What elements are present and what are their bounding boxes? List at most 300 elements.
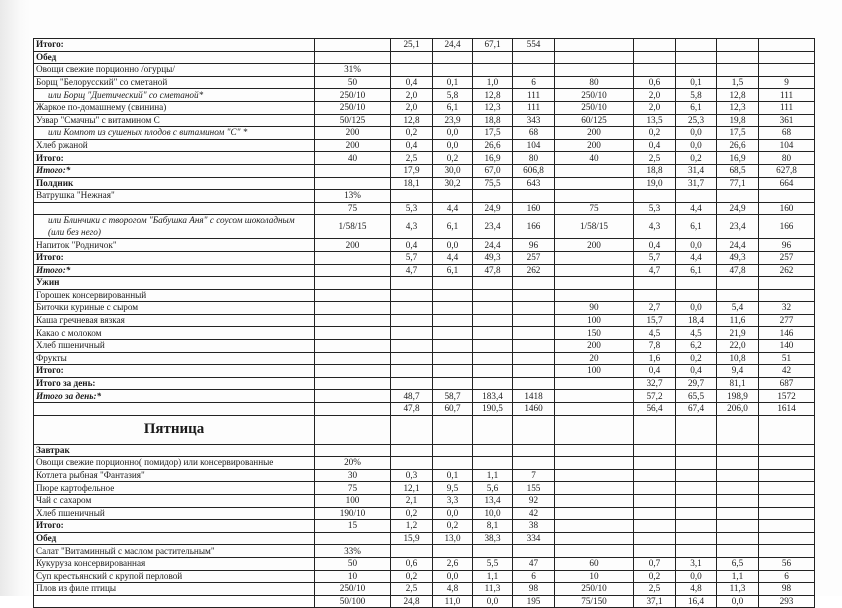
value-cell xyxy=(513,545,555,558)
value-cell: 68,5 xyxy=(717,164,759,177)
value-cell xyxy=(634,482,676,495)
value-cell: 13% xyxy=(315,190,391,203)
value-cell: 37,1 xyxy=(634,595,676,608)
value-cell xyxy=(433,51,473,64)
value-cell: 56,4 xyxy=(634,403,676,416)
value-cell: 80 xyxy=(759,152,815,165)
dish-name-cell: Обед xyxy=(34,51,315,64)
value-cell xyxy=(513,457,555,470)
value-cell: 8,1 xyxy=(473,520,513,533)
dish-name-cell: Горошек консервированный xyxy=(34,289,315,302)
value-cell: 257 xyxy=(513,251,555,264)
value-cell xyxy=(315,39,391,52)
value-cell xyxy=(676,64,717,77)
value-cell: 1572 xyxy=(759,390,815,403)
value-cell: 57,2 xyxy=(634,390,676,403)
value-cell: 111 xyxy=(513,101,555,114)
value-cell xyxy=(717,415,759,444)
value-cell xyxy=(634,469,676,482)
value-cell: 24,9 xyxy=(717,202,759,215)
value-cell: 33% xyxy=(315,545,391,558)
value-cell xyxy=(391,314,433,327)
value-cell xyxy=(391,51,433,64)
value-cell: 250/10 xyxy=(315,101,391,114)
value-cell: 24,4 xyxy=(473,239,513,252)
value-cell: 0,2 xyxy=(391,507,433,520)
value-cell xyxy=(513,327,555,340)
value-cell: 23,9 xyxy=(433,114,473,127)
value-cell xyxy=(634,444,676,457)
value-cell xyxy=(717,532,759,545)
value-cell: 4,5 xyxy=(676,327,717,340)
dish-name-cell: Пятница xyxy=(34,415,315,444)
value-cell: 4,4 xyxy=(433,251,473,264)
value-cell: 60 xyxy=(555,557,634,570)
value-cell: 90 xyxy=(555,302,634,315)
dish-name-cell: Каша гречневая вязкая xyxy=(34,314,315,327)
value-cell xyxy=(315,51,391,64)
value-cell: 47,8 xyxy=(391,403,433,416)
value-cell: 12,8 xyxy=(391,114,433,127)
table-row xyxy=(34,557,815,570)
value-cell: 65,5 xyxy=(676,390,717,403)
value-cell xyxy=(513,352,555,365)
value-cell: 67,4 xyxy=(676,403,717,416)
dish-name-cell: Чай с сахаром xyxy=(34,495,315,508)
dish-name-cell: или Блинчики с творогом "Бабушка Аня" с соусом шоколадным (или без него) xyxy=(34,215,315,239)
value-cell xyxy=(473,377,513,390)
value-cell: 0,1 xyxy=(676,76,717,89)
value-cell: 5,5 xyxy=(473,557,513,570)
dish-name-cell: Жаркое по-домашнему (свинина) xyxy=(34,101,315,114)
table-row xyxy=(34,164,815,177)
value-cell: 17,5 xyxy=(473,127,513,140)
value-cell: 200 xyxy=(555,127,634,140)
value-cell: 200 xyxy=(555,139,634,152)
dish-name-cell: Овощи свежие порционно( помидор) или консервированные xyxy=(34,457,315,470)
value-cell: 12,3 xyxy=(473,101,513,114)
value-cell xyxy=(391,302,433,315)
value-cell: 0,2 xyxy=(634,127,676,140)
value-cell: 7,8 xyxy=(634,340,676,353)
dish-name-cell: Суп крестьянский с крупой перловой xyxy=(34,570,315,583)
value-cell: 166 xyxy=(513,215,555,239)
value-cell: 262 xyxy=(759,264,815,277)
value-cell xyxy=(676,190,717,203)
value-cell xyxy=(433,64,473,77)
value-cell: 47 xyxy=(513,557,555,570)
value-cell: 0,0 xyxy=(717,595,759,608)
dish-name-cell: Напиток "Родничок" xyxy=(34,239,315,252)
value-cell xyxy=(717,39,759,52)
value-cell: 687 xyxy=(759,377,815,390)
value-cell: 343 xyxy=(513,114,555,127)
value-cell xyxy=(634,277,676,290)
dish-name-cell: Хлеб пшеничный xyxy=(34,507,315,520)
value-cell: 42 xyxy=(759,365,815,378)
value-cell: 10,0 xyxy=(473,507,513,520)
value-cell: 20% xyxy=(315,457,391,470)
value-cell: 166 xyxy=(759,215,815,239)
value-cell xyxy=(433,327,473,340)
value-cell: 67,0 xyxy=(473,164,513,177)
value-cell: 12,1 xyxy=(391,482,433,495)
table-row xyxy=(34,403,815,416)
value-cell: 293 xyxy=(759,595,815,608)
value-cell: 2,0 xyxy=(391,89,433,102)
table-row xyxy=(34,127,815,140)
value-cell: 18,1 xyxy=(391,177,433,190)
dish-name-cell: Салат "Витаминный с маслом растительным" xyxy=(34,545,315,558)
value-cell: 104 xyxy=(759,139,815,152)
value-cell: 250/10 xyxy=(315,583,391,596)
value-cell: 30 xyxy=(315,469,391,482)
value-cell xyxy=(433,377,473,390)
value-cell xyxy=(433,444,473,457)
value-cell: 5,7 xyxy=(391,251,433,264)
dish-name-cell: Борщ "Белорусский" со сметаной xyxy=(34,76,315,89)
value-cell: 1460 xyxy=(513,403,555,416)
table-row xyxy=(34,64,815,77)
value-cell xyxy=(513,340,555,353)
value-cell: 111 xyxy=(759,89,815,102)
value-cell: 98 xyxy=(513,583,555,596)
value-cell xyxy=(433,457,473,470)
value-cell xyxy=(717,495,759,508)
dish-name-cell: Хлеб ржаной xyxy=(34,139,315,152)
value-cell xyxy=(315,390,391,403)
dish-name-cell xyxy=(34,403,315,416)
value-cell: 6,1 xyxy=(433,264,473,277)
value-cell: 11,0 xyxy=(433,595,473,608)
table-row xyxy=(34,264,815,277)
value-cell xyxy=(634,507,676,520)
value-cell xyxy=(555,164,634,177)
value-cell xyxy=(759,64,815,77)
value-cell xyxy=(717,51,759,64)
value-cell xyxy=(473,302,513,315)
value-cell: 75 xyxy=(315,482,391,495)
value-cell xyxy=(717,190,759,203)
value-cell: 1,5 xyxy=(717,76,759,89)
value-cell xyxy=(759,469,815,482)
value-cell xyxy=(634,457,676,470)
value-cell xyxy=(391,377,433,390)
value-cell: 200 xyxy=(315,139,391,152)
value-cell xyxy=(315,352,391,365)
value-cell: 146 xyxy=(759,327,815,340)
table-row xyxy=(34,202,815,215)
value-cell xyxy=(433,352,473,365)
value-cell xyxy=(315,415,391,444)
value-cell xyxy=(555,444,634,457)
value-cell: 160 xyxy=(513,202,555,215)
value-cell: 13,4 xyxy=(473,495,513,508)
value-cell: 0,0 xyxy=(433,139,473,152)
value-cell: 200 xyxy=(555,239,634,252)
value-cell: 18,8 xyxy=(473,114,513,127)
value-cell: 31% xyxy=(315,64,391,77)
table-row xyxy=(34,595,815,608)
value-cell xyxy=(315,365,391,378)
value-cell: 25,1 xyxy=(391,39,433,52)
value-cell: 0,2 xyxy=(676,352,717,365)
value-cell: 200 xyxy=(555,340,634,353)
value-cell xyxy=(473,545,513,558)
value-cell: 2,5 xyxy=(391,583,433,596)
value-cell: 32 xyxy=(759,302,815,315)
value-cell: 4,8 xyxy=(676,583,717,596)
value-cell: 16,4 xyxy=(676,595,717,608)
dish-name-cell: Овощи свежие порционно /огурцы/ xyxy=(34,64,315,77)
value-cell xyxy=(391,457,433,470)
value-cell xyxy=(555,415,634,444)
value-cell xyxy=(634,289,676,302)
value-cell: 38,3 xyxy=(473,532,513,545)
dish-name-cell: или Компот из сушеных плодов с витамином "С" * xyxy=(34,127,315,140)
value-cell: 9 xyxy=(759,76,815,89)
value-cell: 100 xyxy=(555,314,634,327)
value-cell: 80 xyxy=(555,76,634,89)
value-cell xyxy=(676,277,717,290)
value-cell: 47,8 xyxy=(473,264,513,277)
value-cell xyxy=(473,51,513,64)
value-cell: 1,2 xyxy=(391,520,433,533)
value-cell xyxy=(315,403,391,416)
value-cell xyxy=(315,277,391,290)
value-cell: 15 xyxy=(315,520,391,533)
value-cell xyxy=(473,277,513,290)
value-cell xyxy=(634,545,676,558)
value-cell: 31,7 xyxy=(676,177,717,190)
table-row xyxy=(34,583,815,596)
table-row xyxy=(34,340,815,353)
value-cell: 24,9 xyxy=(473,202,513,215)
value-cell: 50 xyxy=(315,76,391,89)
value-cell: 111 xyxy=(759,101,815,114)
value-cell xyxy=(555,403,634,416)
value-cell xyxy=(433,365,473,378)
value-cell: 0,0 xyxy=(676,302,717,315)
value-cell xyxy=(513,51,555,64)
value-cell xyxy=(513,314,555,327)
value-cell: 2,0 xyxy=(391,101,433,114)
value-cell: 0,0 xyxy=(433,570,473,583)
value-cell xyxy=(555,482,634,495)
value-cell: 2,5 xyxy=(634,583,676,596)
value-cell: 23,4 xyxy=(717,215,759,239)
value-cell: 0,4 xyxy=(676,365,717,378)
value-cell: 17,9 xyxy=(391,164,433,177)
value-cell: 80 xyxy=(513,152,555,165)
dish-name-cell xyxy=(34,595,315,608)
value-cell: 81,1 xyxy=(717,377,759,390)
value-cell: 1418 xyxy=(513,390,555,403)
value-cell: 6,1 xyxy=(433,215,473,239)
value-cell: 0,0 xyxy=(676,570,717,583)
dish-name-cell: Итого: xyxy=(34,520,315,533)
value-cell xyxy=(433,302,473,315)
value-cell xyxy=(391,415,433,444)
table-row xyxy=(34,532,815,545)
value-cell: 0,0 xyxy=(433,507,473,520)
value-cell: 100 xyxy=(555,365,634,378)
value-cell: 361 xyxy=(759,114,815,127)
dish-name-cell: Итого:* xyxy=(34,264,315,277)
value-cell xyxy=(634,532,676,545)
value-cell xyxy=(759,289,815,302)
value-cell xyxy=(717,507,759,520)
value-cell xyxy=(555,39,634,52)
menu-table xyxy=(33,38,815,608)
dish-name-cell: Какао с молоком xyxy=(34,327,315,340)
value-cell: 13,5 xyxy=(634,114,676,127)
table-row xyxy=(34,101,815,114)
value-cell xyxy=(717,277,759,290)
value-cell: 0,0 xyxy=(676,239,717,252)
table-row xyxy=(34,570,815,583)
value-cell xyxy=(634,190,676,203)
value-cell xyxy=(473,444,513,457)
dish-name-cell: Плов из филе птицы xyxy=(34,583,315,596)
table-row xyxy=(34,39,815,52)
value-cell xyxy=(473,415,513,444)
value-cell: 15,7 xyxy=(634,314,676,327)
value-cell xyxy=(759,482,815,495)
value-cell xyxy=(555,495,634,508)
value-cell: 96 xyxy=(759,239,815,252)
value-cell: 4,3 xyxy=(634,215,676,239)
value-cell: 47,8 xyxy=(717,264,759,277)
value-cell xyxy=(676,520,717,533)
value-cell xyxy=(676,482,717,495)
value-cell xyxy=(391,327,433,340)
value-cell: 1/58/15 xyxy=(555,215,634,239)
value-cell xyxy=(391,289,433,302)
value-cell xyxy=(717,545,759,558)
value-cell: 0,2 xyxy=(676,152,717,165)
value-cell: 40 xyxy=(315,152,391,165)
value-cell: 0,4 xyxy=(634,239,676,252)
value-cell xyxy=(555,377,634,390)
value-cell xyxy=(676,444,717,457)
table-row xyxy=(34,89,815,102)
value-cell: 0,2 xyxy=(634,570,676,583)
value-cell xyxy=(473,314,513,327)
value-cell: 68 xyxy=(513,127,555,140)
dish-name-cell: Кукуруза консервированная xyxy=(34,557,315,570)
value-cell: 5,8 xyxy=(676,89,717,102)
value-cell xyxy=(676,51,717,64)
value-cell xyxy=(555,51,634,64)
value-cell xyxy=(433,190,473,203)
dish-name-cell: Ужин xyxy=(34,277,315,290)
dish-name-cell: Ватрушка "Нежная" xyxy=(34,190,315,203)
value-cell: 6 xyxy=(513,76,555,89)
value-cell: 2,1 xyxy=(391,495,433,508)
value-cell: 7 xyxy=(513,469,555,482)
value-cell: 0,0 xyxy=(433,239,473,252)
value-cell: 6,1 xyxy=(433,101,473,114)
value-cell xyxy=(676,457,717,470)
value-cell xyxy=(555,177,634,190)
value-cell: 643 xyxy=(513,177,555,190)
value-cell xyxy=(555,507,634,520)
value-cell xyxy=(676,469,717,482)
value-cell xyxy=(315,177,391,190)
value-cell: 277 xyxy=(759,314,815,327)
value-cell xyxy=(391,277,433,290)
value-cell: 0,2 xyxy=(433,152,473,165)
value-cell: 150 xyxy=(555,327,634,340)
value-cell xyxy=(433,289,473,302)
value-cell xyxy=(433,340,473,353)
value-cell: 18,8 xyxy=(634,164,676,177)
value-cell xyxy=(555,545,634,558)
value-cell: 4,4 xyxy=(676,251,717,264)
value-cell xyxy=(717,64,759,77)
value-cell xyxy=(759,495,815,508)
value-cell xyxy=(473,340,513,353)
value-cell: 5,7 xyxy=(634,251,676,264)
value-cell xyxy=(513,302,555,315)
value-cell xyxy=(676,532,717,545)
value-cell: 6 xyxy=(513,570,555,583)
value-cell xyxy=(555,390,634,403)
value-cell: 19,0 xyxy=(634,177,676,190)
value-cell: 104 xyxy=(513,139,555,152)
value-cell: 10 xyxy=(555,570,634,583)
value-cell xyxy=(315,532,391,545)
value-cell: 0,2 xyxy=(391,570,433,583)
value-cell: 664 xyxy=(759,177,815,190)
table-row xyxy=(34,495,815,508)
dish-name-cell: Итого: xyxy=(34,365,315,378)
value-cell: 3,1 xyxy=(676,557,717,570)
value-cell xyxy=(555,264,634,277)
value-cell: 50/125 xyxy=(315,114,391,127)
value-cell: 0,1 xyxy=(433,76,473,89)
value-cell xyxy=(759,457,815,470)
value-cell: 257 xyxy=(759,251,815,264)
value-cell: 31,4 xyxy=(676,164,717,177)
table-row xyxy=(34,545,815,558)
value-cell xyxy=(513,365,555,378)
value-cell: 6,2 xyxy=(676,340,717,353)
value-cell: 25,3 xyxy=(676,114,717,127)
value-cell: 554 xyxy=(513,39,555,52)
value-cell xyxy=(315,164,391,177)
dish-name-cell: Котлета рыбная "Фантазия" xyxy=(34,469,315,482)
dish-name-cell: Биточки куриные с сыром xyxy=(34,302,315,315)
table-row xyxy=(34,190,815,203)
value-cell: 606,8 xyxy=(513,164,555,177)
value-cell: 0,1 xyxy=(433,469,473,482)
table-row xyxy=(34,177,815,190)
value-cell: 40 xyxy=(555,152,634,165)
value-cell: 11,3 xyxy=(473,583,513,596)
value-cell: 42 xyxy=(513,507,555,520)
value-cell xyxy=(433,415,473,444)
value-cell: 21,9 xyxy=(717,327,759,340)
value-cell xyxy=(473,327,513,340)
value-cell xyxy=(391,444,433,457)
value-cell: 29,7 xyxy=(676,377,717,390)
value-cell: 2,0 xyxy=(634,101,676,114)
table-row xyxy=(34,365,815,378)
value-cell: 4,5 xyxy=(634,327,676,340)
value-cell xyxy=(759,444,815,457)
